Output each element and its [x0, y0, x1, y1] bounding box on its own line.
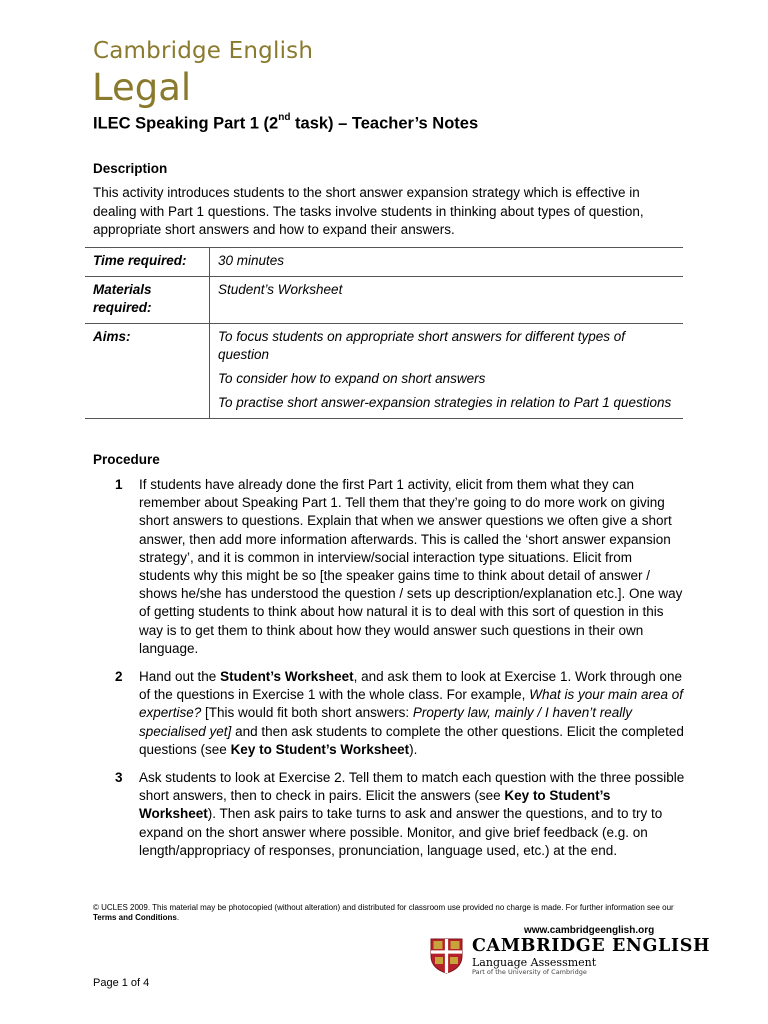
document-title: ILEC Speaking Part 1 (2nd task) – Teacher’s Notes [93, 112, 479, 133]
info-table [85, 247, 683, 419]
brand-line-1: Cambridge English [93, 38, 314, 64]
logo-subtitle: Language Assessment [472, 956, 597, 969]
procedure-text: Ask students to look at Exercise 2. Tell them to match each question with the three possible short answers, then to check in pairs. Elicit the answers (see Key to Student’s Worksheet). Then ask pairs to take turns to ask and answer the questions, and to try to expand on the short answer where possible. Monitor, and give brief feedback (e.g. on length/appropriacy of responses, pronunciation, language used, etc.) at the end. [139, 770, 685, 858]
procedure-number: 1 [115, 477, 123, 492]
time-label: Time required: [85, 248, 210, 277]
aim-item: To focus students on appropriate short answers for different types of question [218, 329, 625, 362]
terms-link[interactable]: Terms and Conditions [93, 913, 177, 922]
description-heading: Description [93, 161, 168, 176]
procedure-text: If students have already done the first Part 1 activity, elicit from them what they can remember about Speaking Part 1. Tell them that they’re going to do more work on giving short answers to questions. Explain that when we answer questions we often give a short answer, then add more information afterwards. This is called the ‘short answer expansion strategy’, and it is common in interview/social interaction type situations. Elicit from students why this might be so [the speaker gains time to think about detail of answer / shows he/she has understood the question / sets up description/explanation etc.]. One way of getting students to think about how natural it is to deal with this sort of question in this way is to get them to think about how they would answer such questions in their own language. [139, 477, 683, 656]
aims-list [210, 324, 684, 419]
aims-row [85, 324, 683, 419]
logo-name: CAMBRIDGE ENGLISH [472, 936, 711, 956]
brand-line-2: Legal [92, 66, 192, 109]
aim-item: To practise short answer-expansion strategies in relation to Part 1 questions [218, 395, 672, 410]
aims-label: Aims: [85, 324, 210, 419]
procedure-item [93, 769, 685, 860]
procedure-heading: Procedure [93, 452, 160, 467]
cambridge-shield-icon [430, 938, 463, 974]
procedure-text: Hand out the Student’s Worksheet, and ask them to look at Exercise 1. Work through one of the questions in Exercise 1 with the whole class. For example, What is your main area of expertise? [This would fit both short answers: Property law, mainly / I haven’t really specialised yet] and then ask students to complete the other questions. Elicit the completed questions (see Key to Student’s Worksheet). [139, 669, 684, 757]
aim-item: To consider how to expand on short answers [218, 371, 486, 386]
materials-label: Materials required: [85, 277, 210, 324]
materials-row [85, 277, 683, 324]
procedure-item [93, 476, 685, 658]
website-url[interactable]: www.cambridgeenglish.org [524, 925, 655, 936]
logo-tagline: Part of the University of Cambridge [472, 968, 587, 976]
procedure-number: 3 [115, 770, 123, 786]
copyright-note: © UCLES 2009. This material may be photocopied (without alteration) and distributed for classroom use provided no charge is made. For further information see our Terms and Conditions. [93, 903, 674, 922]
time-row [85, 248, 683, 277]
procedure-item [93, 668, 685, 759]
procedure-number: 2 [115, 669, 123, 685]
materials-value: Student’s Worksheet [210, 277, 684, 324]
procedure-list [93, 476, 685, 870]
description-text: This activity introduces students to the short answer expansion strategy which is effective in dealing with Part 1 questions. The tasks involve students in thinking about types of question, appropriate short answers and how to expand their answers. [93, 185, 644, 237]
page-number: Page 1 of 4 [93, 977, 150, 989]
time-value: 30 minutes [210, 248, 684, 277]
